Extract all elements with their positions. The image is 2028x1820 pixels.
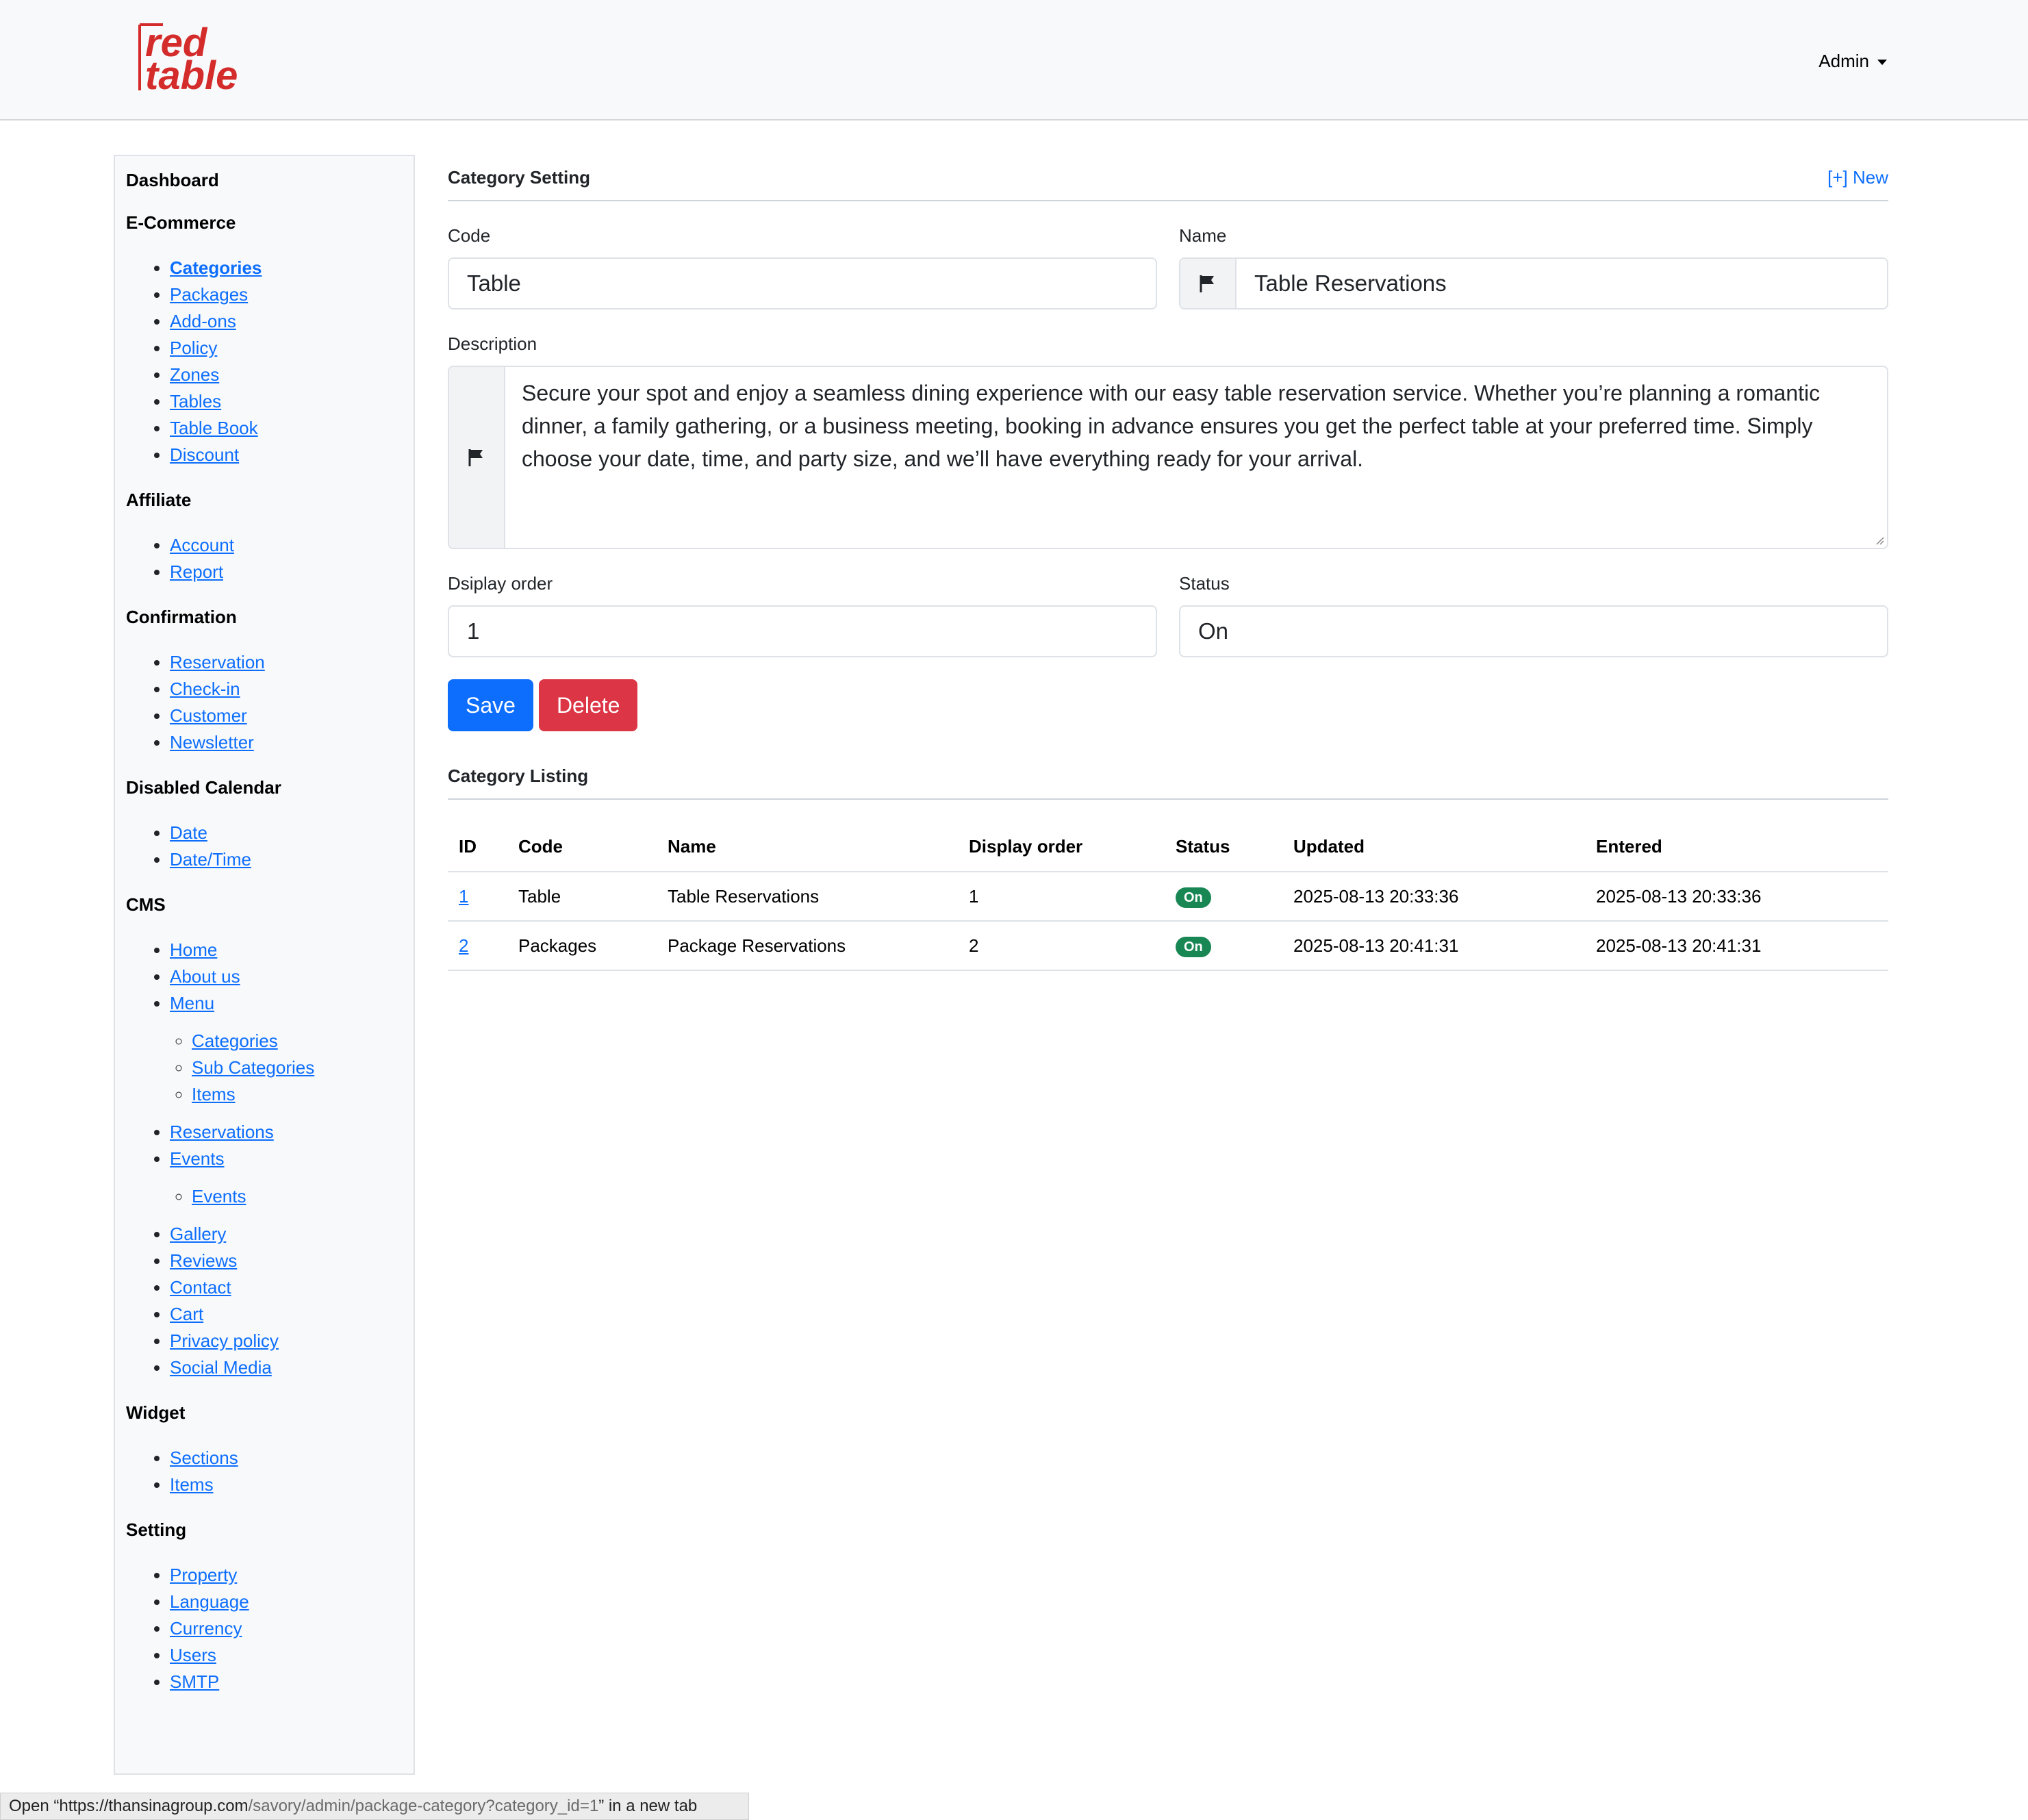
row-id-link[interactable]: 2 — [459, 935, 469, 956]
status-select[interactable]: On — [1179, 605, 1888, 657]
sidebar-section-disabled-calendar: Disabled Calendar — [126, 777, 281, 798]
col-header-display-order: Display order — [958, 822, 1165, 872]
sidebar-item-events[interactable]: Events — [170, 1148, 225, 1169]
svg-text:red: red — [145, 22, 207, 65]
sidebar-item-gallery[interactable]: Gallery — [170, 1224, 227, 1244]
list-item — [192, 1081, 403, 1108]
code-name-row — [448, 225, 1888, 309]
list-item — [170, 1642, 403, 1669]
disabled-calendar-list — [126, 820, 403, 873]
code-label: Code — [448, 225, 491, 246]
sidebar-section-widget: Widget — [126, 1402, 186, 1423]
sidebar-item-property[interactable]: Property — [170, 1565, 238, 1585]
row-updated: 2025-08-13 20:41:31 — [1282, 921, 1585, 970]
list-item — [170, 1445, 403, 1471]
col-header-status: Status — [1165, 822, 1282, 872]
list-item — [170, 963, 403, 990]
new-category-link[interactable]: [+] New — [1827, 166, 1888, 188]
sidebar-item-menu[interactable]: Menu — [170, 993, 215, 1013]
list-item — [170, 1562, 403, 1589]
list-item — [170, 990, 403, 1108]
browser-status-bar — [0, 1793, 749, 1820]
order-status-row — [448, 572, 1888, 657]
svg-text:table: table — [145, 53, 238, 93]
status-badge: On — [1176, 937, 1211, 957]
name-group — [1179, 225, 1888, 309]
sidebar-item-about-us[interactable]: About us — [170, 966, 240, 987]
sidebar-item-privacy-policy[interactable]: Privacy policy — [170, 1330, 279, 1351]
list-item — [170, 442, 403, 468]
col-header-name: Name — [657, 822, 958, 872]
list-item — [170, 1354, 403, 1381]
list-item — [170, 1471, 403, 1498]
sidebar-item-packages[interactable]: Packages — [170, 284, 249, 305]
list-item — [170, 1589, 403, 1615]
sidebar-item-report[interactable]: Report — [170, 561, 224, 582]
sidebar-item-reservations[interactable]: Reservations — [170, 1122, 274, 1142]
sidebar-item-zones[interactable]: Zones — [170, 364, 220, 385]
status-label: Status — [1179, 573, 1230, 594]
list-item — [170, 1615, 403, 1642]
ecommerce-list — [126, 255, 403, 468]
sidebar-section-ecommerce: E-Commerce — [126, 212, 236, 233]
sidebar-item-menu-items[interactable]: Items — [192, 1084, 236, 1104]
list-item — [170, 362, 403, 388]
sidebar-item-menu-categories[interactable]: Categories — [192, 1031, 278, 1051]
table-row — [448, 921, 1888, 970]
sidebar-item-customer[interactable]: Customer — [170, 705, 247, 726]
sidebar-item-sections[interactable]: Sections — [170, 1448, 238, 1468]
list-item — [170, 1301, 403, 1328]
col-header-code: Code — [507, 822, 657, 872]
sidebar-item-table-book[interactable]: Table Book — [170, 418, 258, 438]
flag-icon — [468, 448, 485, 467]
list-item — [170, 703, 403, 729]
sidebar-section-setting: Setting — [126, 1519, 187, 1540]
sidebar-item-policy[interactable]: Policy — [170, 338, 218, 358]
admin-label: Admin — [1818, 51, 1869, 71]
list-item — [170, 559, 403, 585]
sidebar-item-events-sub[interactable]: Events — [192, 1186, 246, 1206]
row-code: Packages — [507, 921, 657, 970]
sidebar-section-cms: CMS — [126, 894, 166, 915]
sidebar-item-date-time[interactable]: Date/Time — [170, 849, 251, 870]
row-status-cell — [1165, 872, 1282, 921]
category-listing-header — [448, 753, 1888, 800]
row-display-order: 1 — [958, 872, 1165, 921]
sidebar-item-categories[interactable]: Categories — [170, 257, 262, 278]
sidebar-item-users[interactable]: Users — [170, 1645, 216, 1665]
name-label: Name — [1179, 225, 1227, 246]
sidebar-item-smtp[interactable]: SMTP — [170, 1671, 220, 1692]
list-item — [170, 308, 403, 335]
category-table — [448, 822, 1888, 971]
list-item — [170, 676, 403, 703]
sidebar-item-language[interactable]: Language — [170, 1591, 249, 1612]
code-group — [448, 225, 1157, 309]
row-entered: 2025-08-13 20:41:31 — [1585, 921, 1888, 970]
top-navbar — [0, 0, 2028, 121]
list-item — [170, 415, 403, 442]
description-label: Description — [448, 333, 537, 354]
list-item — [170, 1146, 403, 1210]
sidebar-section-confirmation: Confirmation — [126, 607, 237, 627]
description-group — [448, 333, 1888, 549]
confirmation-list — [126, 649, 403, 756]
col-header-id: ID — [448, 822, 507, 872]
sidebar-item-home[interactable]: Home — [170, 939, 218, 960]
description-flag-addon — [449, 367, 505, 548]
affiliate-list — [126, 532, 403, 585]
list-item — [170, 532, 403, 559]
status-group — [1179, 572, 1888, 657]
list-item — [170, 1274, 403, 1301]
menu-sublist — [170, 1028, 403, 1108]
row-name: Table Reservations — [657, 872, 958, 921]
category-setting-title: Category Setting — [448, 166, 591, 188]
list-item — [170, 937, 403, 963]
save-button[interactable]: Save — [448, 679, 533, 731]
category-listing-title: Category Listing — [448, 765, 589, 786]
description-input-group — [448, 366, 1888, 549]
sidebar-item-add-ons[interactable]: Add-ons — [170, 311, 236, 331]
list-item — [170, 649, 403, 676]
list-item — [170, 846, 403, 873]
table-row — [448, 872, 1888, 921]
row-code: Table — [507, 872, 657, 921]
display-order-input[interactable]: 1 — [448, 605, 1157, 657]
flag-icon — [1199, 274, 1217, 293]
sidebar-dashboard[interactable]: Dashboard — [126, 170, 219, 190]
display-order-group — [448, 572, 1157, 657]
sidebar-item-currency[interactable]: Currency — [170, 1618, 242, 1639]
list-item — [170, 1328, 403, 1354]
row-entered: 2025-08-13 20:33:36 — [1585, 872, 1888, 921]
row-name: Package Reservations — [657, 921, 958, 970]
form-actions — [448, 679, 1888, 731]
list-item — [170, 281, 403, 308]
sidebar — [114, 155, 415, 1775]
redtable-logo[interactable] — [136, 22, 266, 93]
sidebar-item-menu-sub-categories[interactable]: Sub Categories — [192, 1057, 315, 1078]
list-item — [170, 1221, 403, 1248]
list-item — [192, 1183, 403, 1210]
widget-list — [126, 1445, 403, 1498]
status-path: /savory/admin/package-category?category_id=1 — [248, 1797, 599, 1815]
status-badge: On — [1176, 887, 1211, 908]
code-input[interactable]: Table — [448, 257, 1157, 309]
row-id-cell — [448, 872, 507, 921]
list-item — [170, 255, 403, 281]
row-id-link[interactable]: 1 — [459, 885, 469, 907]
list-item — [170, 820, 403, 846]
list-item — [170, 729, 403, 756]
row-display-order: 2 — [958, 921, 1165, 970]
resize-handle-icon[interactable] — [1875, 535, 1884, 545]
list-item — [170, 388, 403, 415]
list-item — [192, 1054, 403, 1081]
description-textarea[interactable]: Secure your spot and enjoy a seamless dining experience with our easy table reservation service. Whether you’re planning a romantic dinner, a family gathering, or a business meeting, booking in advance ensures you get the perfect table at your preferred time. Simply choose your date, time, and party size, and we’ll have everything ready for your arrival. — [522, 381, 1821, 471]
main-content — [448, 155, 1888, 971]
sidebar-item-check-in[interactable]: Check-in — [170, 679, 240, 699]
sidebar-item-reviews[interactable]: Reviews — [170, 1250, 238, 1271]
sidebar-item-newsletter[interactable]: Newsletter — [170, 732, 254, 753]
list-item — [170, 1669, 403, 1695]
sidebar-item-social-media[interactable]: Social Media — [170, 1357, 272, 1378]
sidebar-item-discount[interactable]: Discount — [170, 444, 240, 465]
category-setting-header — [448, 155, 1888, 201]
row-id-cell — [448, 921, 507, 970]
cms-list — [126, 937, 403, 1381]
sidebar-item-widget-items[interactable]: Items — [170, 1474, 214, 1495]
sidebar-item-reservation[interactable]: Reservation — [170, 652, 265, 672]
sidebar-item-date[interactable]: Date — [170, 822, 207, 843]
col-header-entered: Entered — [1585, 822, 1888, 872]
admin-dropdown[interactable] — [1818, 51, 1887, 72]
events-sublist — [170, 1183, 403, 1210]
name-input-group — [1179, 257, 1888, 309]
status-prefix: Open “https://thansinagroup.com — [9, 1797, 249, 1815]
list-item — [170, 1248, 403, 1274]
list-item — [170, 335, 403, 362]
status-suffix: ” in a new tab — [598, 1797, 698, 1815]
table-header-row — [448, 822, 1888, 872]
row-status-cell — [1165, 921, 1282, 970]
sidebar-item-account[interactable]: Account — [170, 535, 234, 555]
col-header-updated: Updated — [1282, 822, 1585, 872]
list-item — [192, 1028, 403, 1054]
name-input[interactable]: Table Reservations — [1254, 270, 1447, 296]
sidebar-item-cart[interactable]: Cart — [170, 1304, 204, 1324]
sidebar-section-affiliate: Affiliate — [126, 490, 192, 510]
sidebar-item-contact[interactable]: Contact — [170, 1277, 231, 1298]
setting-list — [126, 1562, 403, 1695]
caret-down-icon — [1877, 60, 1887, 65]
delete-button[interactable]: Delete — [539, 679, 638, 731]
display-order-label: Dsiplay order — [448, 573, 553, 594]
list-item — [170, 1119, 403, 1146]
row-updated: 2025-08-13 20:33:36 — [1282, 872, 1585, 921]
sidebar-item-tables[interactable]: Tables — [170, 391, 222, 412]
name-flag-addon — [1180, 259, 1237, 308]
